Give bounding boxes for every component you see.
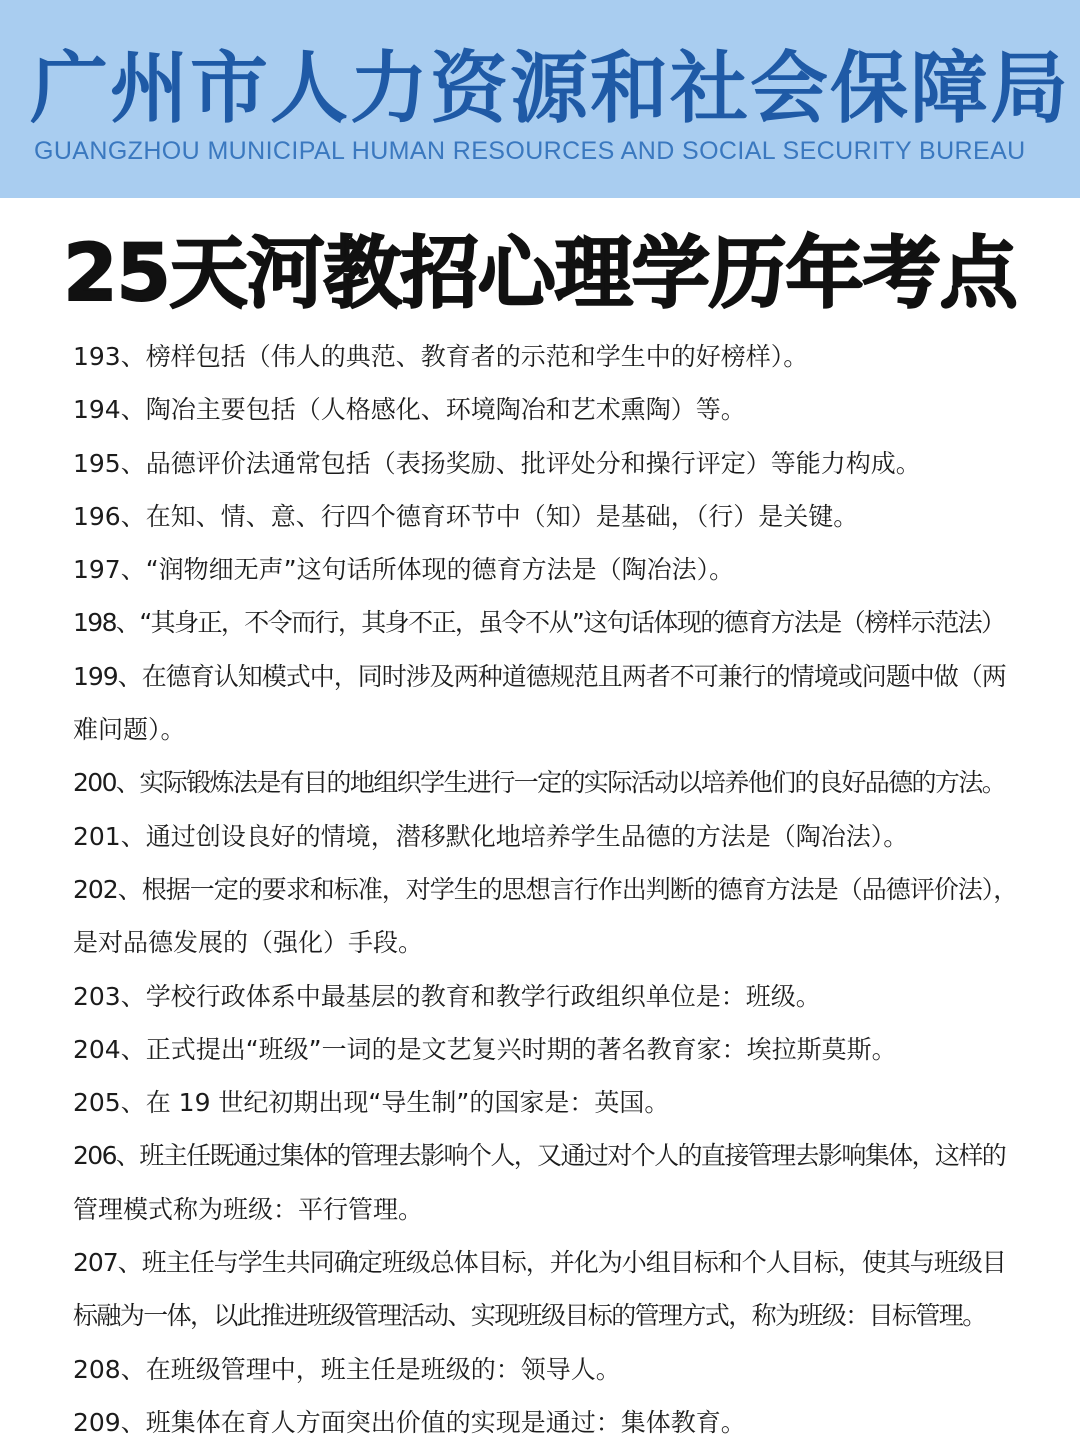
list-item: 197、“润物细无声”这句话所体现的德育方法是（陶冶法）。 [73, 555, 735, 585]
list-item: 209、班集体在育人方面突出价值的实现是通过：集体教育。 [73, 1407, 746, 1437]
list-item: 193、榜样包括（伟人的典范、教育者的示范和学生中的好榜样）。 [73, 342, 809, 371]
list-item: 195、品德评价法通常包括（表扬奖励、批评处分和操行评定）等能力构成。 [73, 448, 921, 478]
page-title: 25天河教招心理学历年考点 [63, 229, 1017, 319]
list-item: 标融为一体，以此推进班级管理活动、实现班级目标的管理方式，称为班级：目标管理。 [73, 1301, 986, 1331]
list-item: 203、学校行政体系中最基层的教育和教学行政组织单位是：班级。 [73, 981, 821, 1011]
list-item: 207、班主任与学生共同确定班级总体目标，并化为小组目标和个人目标，使其与班级目 [73, 1248, 1006, 1278]
list-item: 199、在德育认知模式中，同时涉及两种道德规范且两者不可兼行的情境或问题中做（两 [73, 661, 1006, 691]
list-item: 难问题）。 [73, 715, 186, 745]
header-banner [0, 0, 1080, 198]
org-name-chinese: 广州市人力资源和社会保障局 [30, 44, 1071, 134]
list-item: 205、在 19 世纪初期出现“导生制”的国家是：英国。 [73, 1088, 670, 1118]
list-item: 196、在知、情、意、行四个德育环节中（知）是基础，（行）是关键。 [73, 501, 859, 531]
list-item: 194、陶冶主要包括（人格感化、环境陶冶和艺术熏陶）等。 [73, 395, 746, 425]
list-item: 200、实际锻炼法是有目的地组织学生进行一定的实际活动以培养他们的良好品德的方法。 [73, 768, 1006, 798]
org-name-english: GUANGZHOU MUNICIPAL HUMAN RESOURCES AND SOCIAL SECURITY BUREAU [34, 137, 1026, 165]
list-item: 204、正式提出“班级”一词的是文艺复兴时期的著名教育家：埃拉斯莫斯。 [73, 1034, 897, 1064]
list-item: 198、“其身正，不令而行，其身不正，虽令不从”这句话体现的德育方法是（榜样示范法） [73, 608, 1005, 638]
point-list [73, 330, 1023, 1443]
list-item: 202、根据一定的要求和标准，对学生的思想言行作出判断的德育方法是（品德评价法）， [73, 874, 1018, 904]
list-item: 206、班主任既通过集体的管理去影响个人，又通过对个人的直接管理去影响集体，这样的 [73, 1141, 1006, 1171]
list-item: 208、在班级管理中，班主任是班级的：领导人。 [73, 1354, 621, 1384]
list-item: 管理模式称为班级：平行管理。 [73, 1194, 424, 1224]
list-item: 201、通过创设良好的情境，潜移默化地培养学生品德的方法是（陶冶法）。 [73, 821, 909, 851]
list-item: 是对品德发展的（强化）手段。 [73, 928, 424, 958]
